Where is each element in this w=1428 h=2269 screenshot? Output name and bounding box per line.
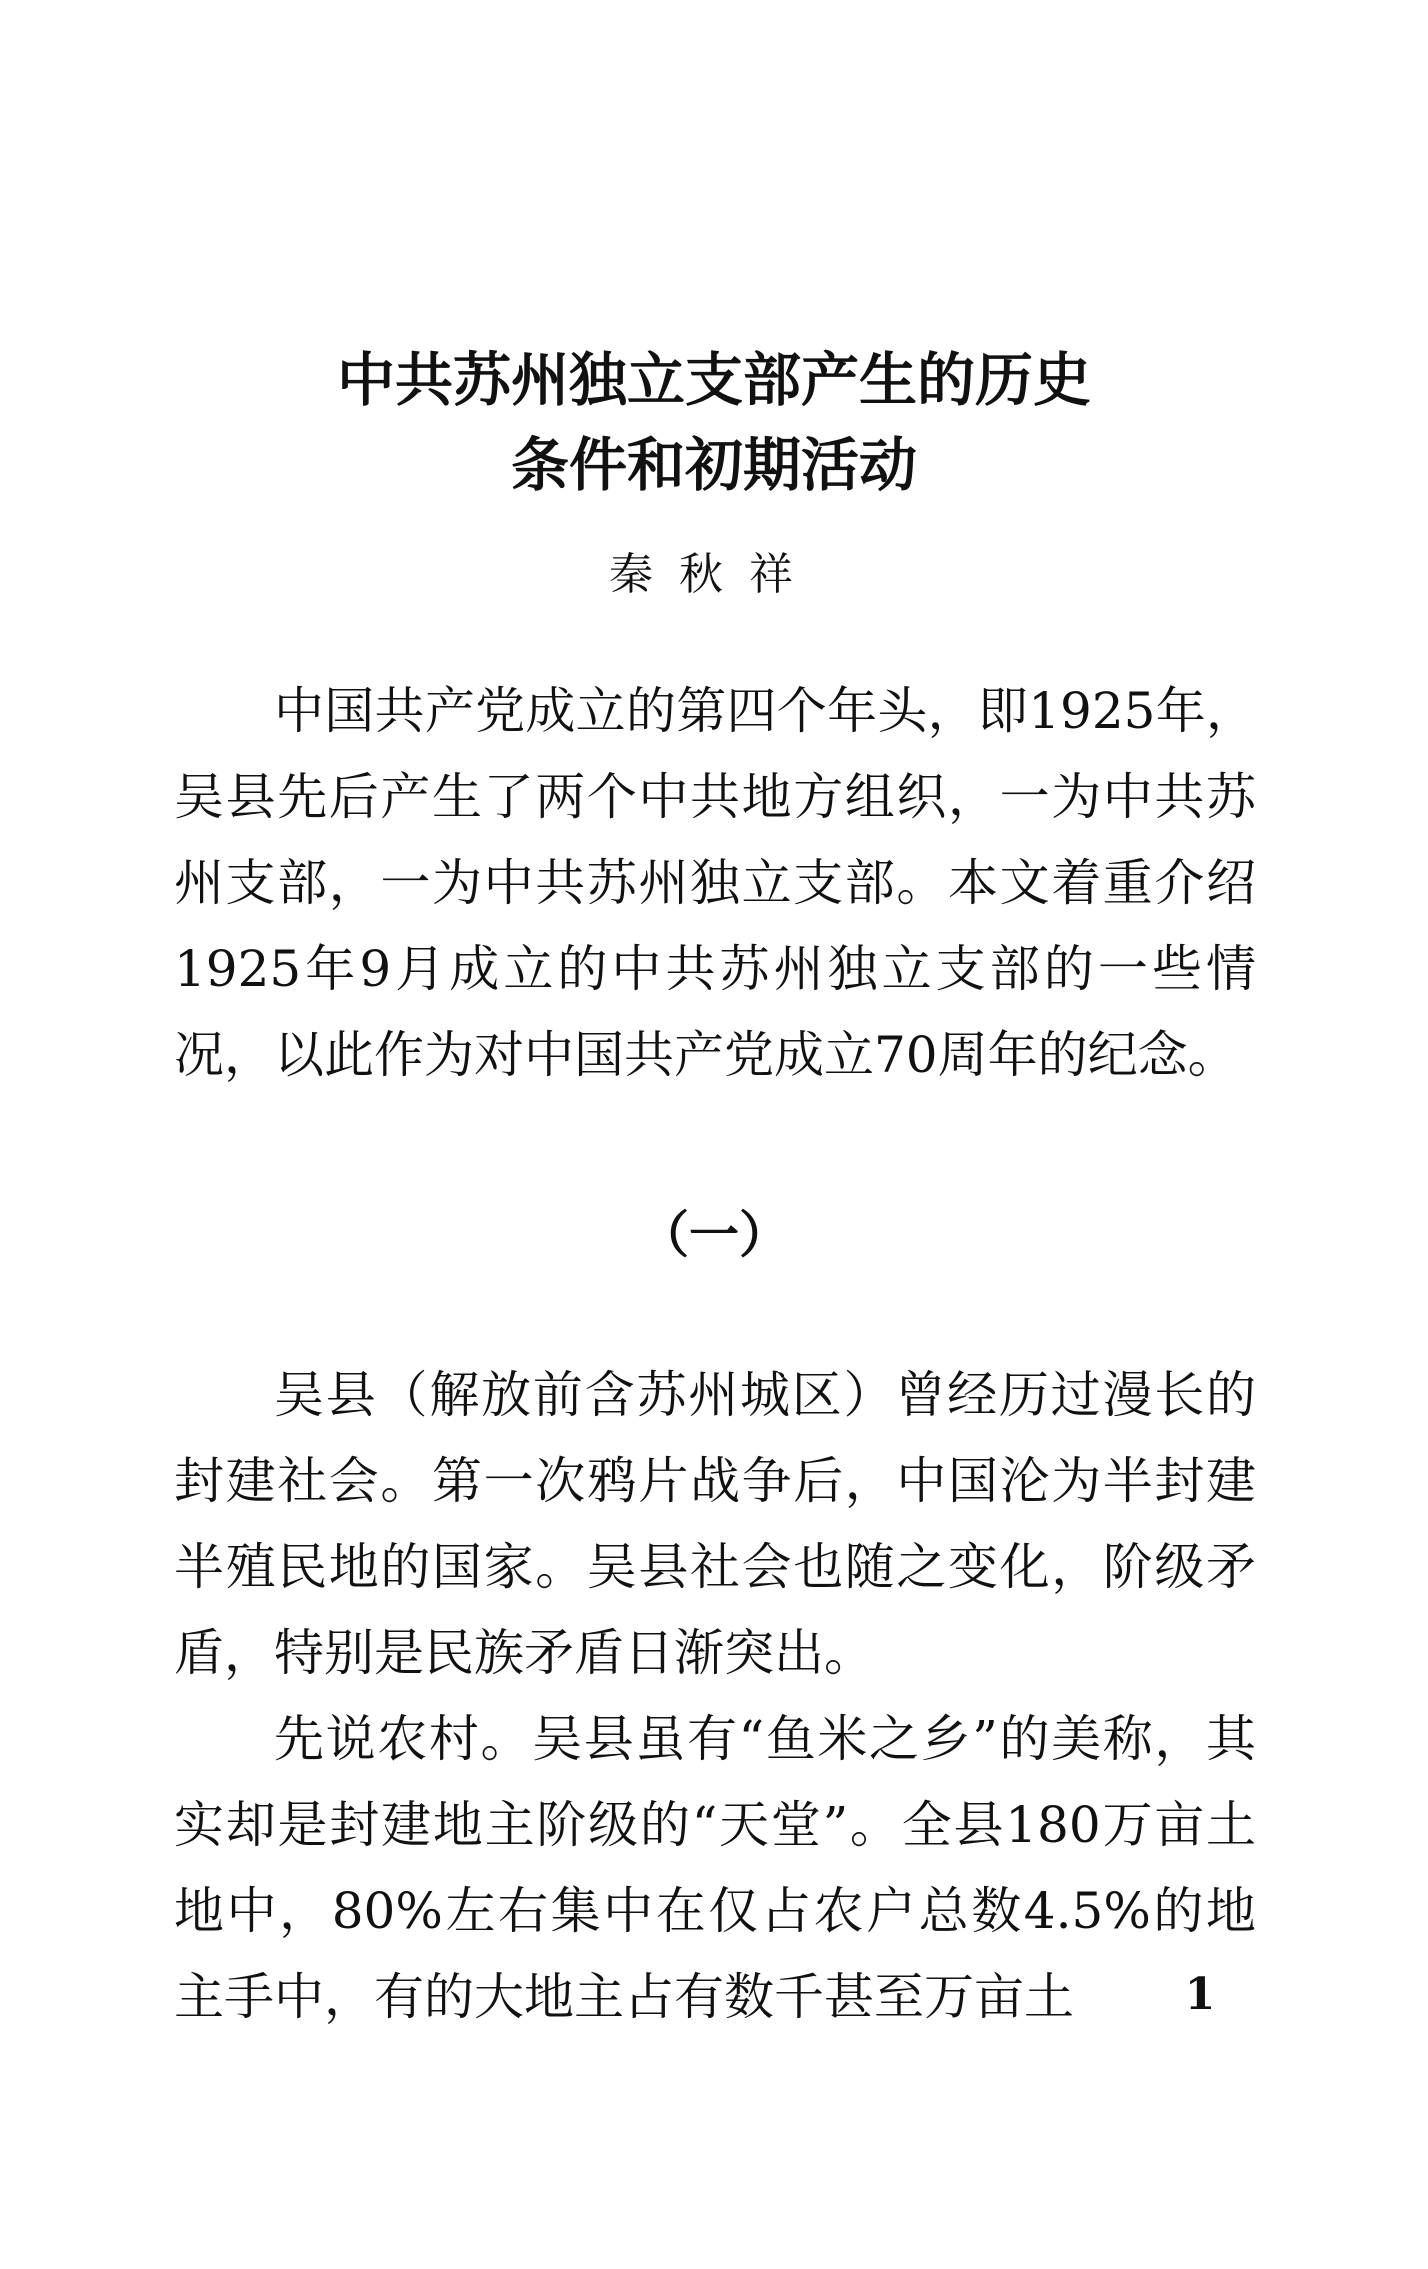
section-heading: （一） (639, 1205, 789, 1264)
intro-block (174, 668, 1256, 1098)
section-body (174, 1352, 1256, 2040)
article-title-line-2: 条件和初期活动 (510, 431, 917, 499)
page-number: 1 (1184, 1969, 1216, 2020)
body-paragraph-1: 吴县（解放前含苏州城区）曾经历过漫长的封建社会。第一次鸦片战争后，中国沦为半封建半殖民地的国家。吴县社会也随之变化，阶级矛盾，特别是民族矛盾日渐突出。 (174, 1366, 1256, 1682)
body-paragraph-2: 先说农村。吴县虽有“鱼米之乡”的美称，其实却是封建地主阶级的“天堂”。全县180万亩土地中，80%左右集中在仅占农户总数4.5%的地主手中，有的大地主占有数千甚至万亩土 (174, 1710, 1256, 2026)
author-name: 秦秋祥 (609, 549, 819, 600)
article-title-line-1: 中共苏州独立支部产生的历史 (336, 346, 1091, 414)
intro-paragraph: 中国共产党成立的第四个年头，即1925年，吴县先后产生了两个中共地方组织，一为中共苏州支部，一为中共苏州独立支部。本文着重介绍1925年9月成立的中共苏州独立支部的一些情况，以此作为对中国共产党成立70周年的纪念。 (174, 682, 1256, 1084)
